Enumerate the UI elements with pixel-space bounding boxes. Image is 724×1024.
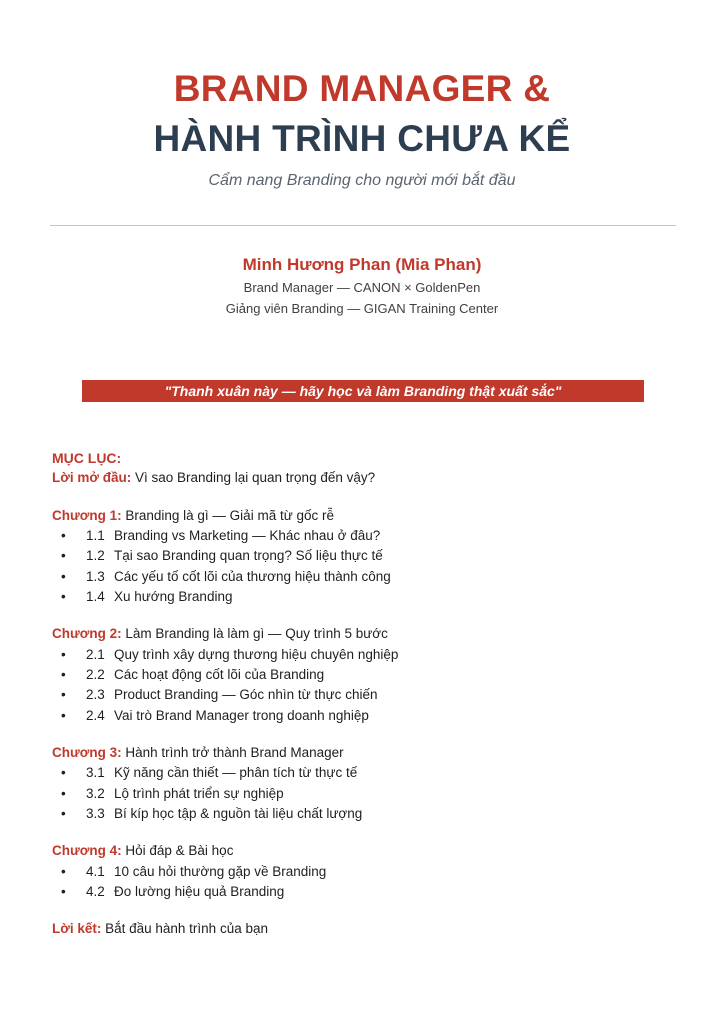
toc-intro-text: Vì sao Branding lại quan trọng đến vậy? — [131, 470, 376, 485]
bullet-icon: • — [61, 863, 66, 879]
item-text: Product Branding — Góc nhìn từ thực chiến — [114, 687, 378, 703]
list-item — [52, 546, 672, 566]
chapter-label: Chương 1: — [52, 507, 122, 523]
bullet-icon: • — [61, 666, 66, 682]
subtitle: Cẩm nang Branding cho người mới bắt đầu — [208, 172, 516, 189]
item-number: 1.4 — [86, 588, 105, 604]
bullet-icon: • — [61, 765, 66, 781]
item-number: 3.3 — [86, 805, 105, 821]
bullet-icon: • — [61, 588, 66, 604]
quote-banner: "Thanh xuân này — hãy học và làm Branding thật xuất sắc" — [82, 380, 644, 402]
toc-intro — [52, 468, 672, 489]
item-text: Xu hướng Branding — [114, 588, 233, 604]
item-text: Đo lường hiệu quả Branding — [114, 884, 285, 900]
item-text: Các hoạt động cốt lõi của Branding — [114, 666, 325, 682]
bullet-icon: • — [61, 646, 66, 662]
table-of-contents — [52, 449, 672, 940]
item-text: Vai trò Brand Manager trong doanh nghiệp — [114, 707, 369, 723]
chapter-3-heading — [52, 743, 672, 764]
item-text: Tại sao Branding quan trọng? Số liệu thực tế — [114, 548, 383, 564]
item-text: 10 câu hỏi thường gặp về Branding — [114, 863, 327, 879]
title-line-1: BRAND MANAGER & — [173, 68, 551, 109]
author-role-1: Brand Manager — CANON × GoldenPen — [243, 280, 481, 295]
chapter-label: Chương 4: — [52, 843, 122, 859]
item-text: Kỹ năng cần thiết — phân tích từ thực tế — [114, 765, 358, 781]
gold-divider — [50, 225, 676, 226]
list-item — [52, 882, 672, 902]
item-text: Lộ trình phát triển sự nghiệp — [114, 785, 284, 801]
toc-heading: MỤC LỤC: — [52, 450, 122, 466]
list-item — [52, 862, 672, 882]
chapter-4-heading — [52, 841, 672, 862]
item-number: 2.2 — [86, 666, 105, 682]
item-number: 1.3 — [86, 568, 105, 584]
chapter-1-heading — [52, 506, 672, 527]
list-item — [52, 804, 672, 824]
item-number: 4.1 — [86, 863, 105, 879]
item-number: 2.4 — [86, 707, 105, 723]
item-text: Các yếu tố cốt lõi của thương hiệu thành công — [114, 568, 391, 584]
item-number: 2.3 — [86, 687, 105, 703]
author-role-2: Giảng viên Branding — GIGAN Training Center — [225, 301, 499, 316]
toc-intro-label: Lời mở đầu: — [52, 470, 132, 485]
author-name: Minh Hương Phan (Mia Phan) — [242, 255, 482, 274]
item-number: 4.2 — [86, 884, 105, 900]
list-item — [52, 567, 672, 587]
toc-outro-label: Lời kết: — [52, 921, 102, 937]
list-item — [52, 526, 672, 546]
list-item — [52, 784, 672, 804]
chapter-label: Chương 3: — [52, 744, 122, 760]
item-number: 1.2 — [86, 548, 105, 564]
list-item — [52, 665, 672, 685]
bullet-icon: • — [61, 707, 66, 723]
list-item — [52, 763, 672, 783]
chapter-title: Branding là gì — Giải mã từ gốc rễ — [121, 507, 335, 523]
bullet-icon: • — [61, 548, 66, 564]
chapter-label: Chương 2: — [52, 626, 122, 642]
item-number: 1.1 — [86, 528, 105, 543]
item-number: 3.1 — [86, 765, 105, 781]
item-number: 2.1 — [86, 646, 105, 662]
list-item — [52, 685, 672, 705]
chapter-title: Hành trình trở thành Brand Manager — [121, 744, 344, 760]
list-item — [52, 645, 672, 665]
toc-outro-text: Bắt đầu hành trình của bạn — [101, 921, 268, 937]
chapter-title: Hỏi đáp & Bài học — [121, 843, 234, 859]
bullet-icon: • — [61, 568, 66, 584]
bullet-icon: • — [61, 884, 66, 900]
bullet-icon: • — [61, 687, 66, 703]
title-line-2: HÀNH TRÌNH CHƯA KỂ — [153, 118, 571, 159]
bullet-icon: • — [61, 528, 66, 543]
item-text: Bí kíp học tập & nguồn tài liệu chất lượng — [114, 805, 363, 821]
chapter-title: Làm Branding là làm gì — Quy trình 5 bước — [121, 626, 388, 642]
item-text: Branding vs Marketing — Khác nhau ở đâu? — [114, 528, 381, 543]
bullet-icon: • — [61, 785, 66, 801]
item-number: 3.2 — [86, 785, 105, 801]
list-item — [52, 587, 672, 607]
list-item — [52, 706, 672, 726]
item-text: Quy trình xây dựng thương hiệu chuyên nghiệp — [114, 646, 399, 662]
toc-outro — [52, 919, 672, 940]
chapter-2-heading — [52, 624, 672, 645]
bullet-icon: • — [61, 805, 66, 821]
